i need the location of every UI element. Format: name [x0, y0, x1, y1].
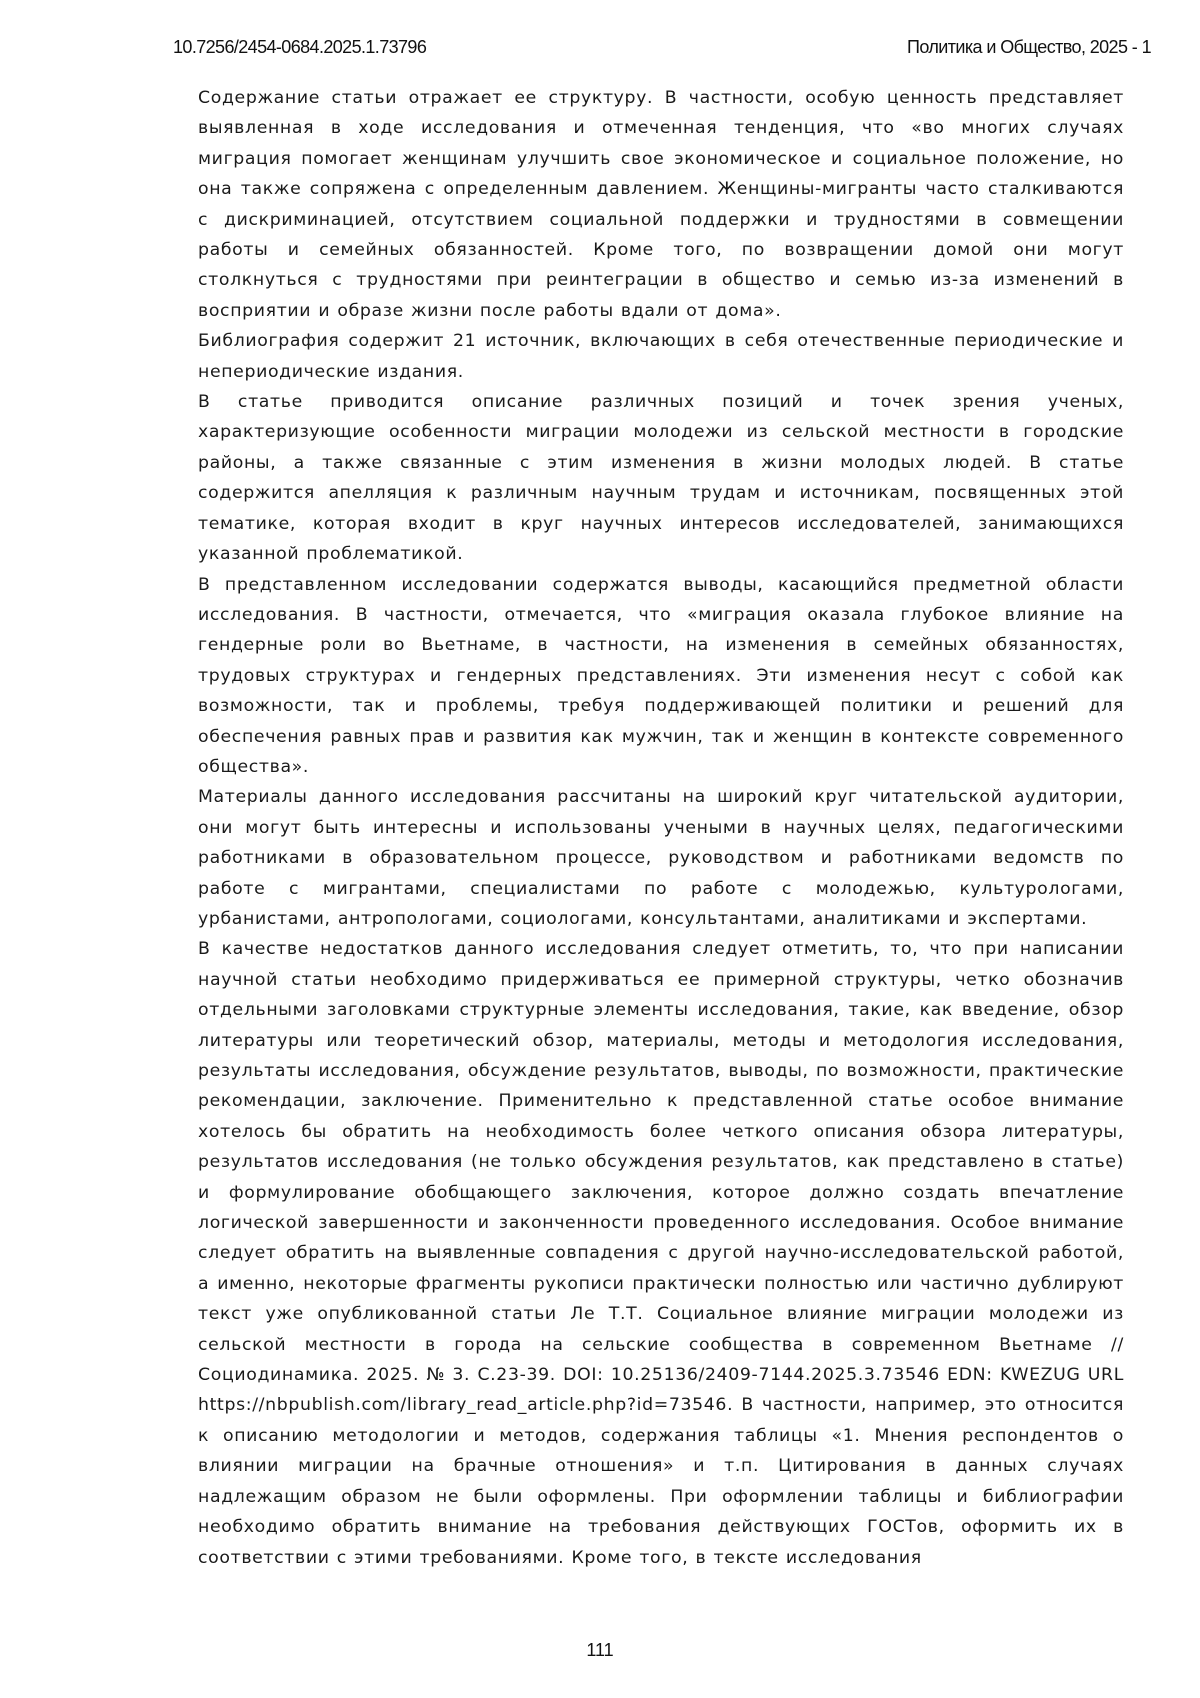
- header-journal: Политика и Общество, 2025 - 1: [907, 37, 1151, 58]
- paragraph: В статье приводится описание различных позиций и точек зрения ученых, характеризующие особенности миграции молодежи из сельской местности в городские районы, а также связанные с этим изменения в жизни молодых людей. В статье содержится апелляция к различным научным трудам и источникам, посвященных этой тематике, которая входит в круг научных интересов исследователей, занимающихся указанной проблематикой.: [198, 387, 1124, 569]
- paragraph: Содержание статьи отражает ее структуру. В частности, особую ценность представляет выявленная в ходе исследования и отмеченная тенденция, что «во многих случаях миграция помогает женщинам улучшить свое экономическое и социальное положение, но она также сопряжена с определенным давлением. Женщины-мигранты часто сталкиваются с дискриминацией, отсутствием социальной поддержки и трудностями в совмещении работы и семейных обязанностей. Кроме того, по возвращении домой они могут столкнуться с трудностями при реинтеграции в общество и семью из-за изменений в восприятии и образе жизни после работы вдали от дома».: [198, 83, 1124, 326]
- paragraph: Библиография содержит 21 источник, включающих в себя отечественные периодические и непериодические издания.: [198, 326, 1124, 387]
- paragraph: Материалы данного исследования рассчитаны на широкий круг читательской аудитории, они могут быть интересны и использованы учеными в научных целях, педагогическими работниками в образовательном процессе, руководством и работниками ведомств по работе с мигрантами, специалистами по работе с молодежью, культурологами, урбанистами, антропологами, социологами, консультантами, аналитиками и экспертами.: [198, 782, 1124, 934]
- paragraph: В представленном исследовании содержатся выводы, касающийся предметной области исследования. В частности, отмечается, что «миграция оказала глубокое влияние на гендерные роли во Вьетнаме, в частности, на изменения в семейных обязанностях, трудовых структурах и гендерных представлениях. Эти изменения несут с собой как возможности, так и проблемы, требуя поддерживающей политики и решений для обеспечения равных прав и развития как мужчин, так и женщин в контексте современного общества».: [198, 570, 1124, 783]
- page-number: 111: [0, 1640, 1200, 1661]
- article-body: [198, 83, 1124, 1573]
- header-doi: 10.7256/2454-0684.2025.1.73796: [173, 37, 426, 58]
- document-page: [0, 0, 1200, 1698]
- paragraph: В качестве недостатков данного исследования следует отметить, то, что при написании научной статьи необходимо придерживаться ее примерной структуры, четко обозначив отдельными заголовками структурные элементы исследования, такие, как введение, обзор литературы или теоретический обзор, материалы, методы и методология исследования, результаты исследования, обсуждение результатов, выводы, по возможности, практические рекомендации, заключение. Применительно к представленной статье особое внимание хотелось бы обратить на необходимость более четкого описания обзора литературы, результатов исследования (не только обсуждения результатов, как представлено в статье) и формулирование обобщающего заключения, которое должно создать впечатление логической завершенности и законченности проведенного исследования. Особое внимание следует обратить на выявленные совпадения с другой научно-исследовательской работой, а именно, некоторые фрагменты рукописи практически полностью или частично дублируют текст уже опубликованной статьи Ле Т.Т. Социальное влияние миграции молодежи из сельской местности в города на сельские сообщества в современном Вьетнаме // Социодинамика. 2025. № 3. С.23-39. DOI: 10.25136/2409-7144.2025.3.73546 EDN: KWEZUG URL https://nbpublish.com/library_read_article.php?id=73546. В частности, например, это относится к описанию методологии и методов, содержания таблицы «1. Мнения респондентов о влиянии миграции на брачные отношения» и т.п. Цитирования в данных случаях надлежащим образом не были оформлены. При оформлении таблицы и библиографии необходимо обратить внимание на требования действующих ГОСТов, оформить их в соответствии с этими требованиями. Кроме того, в тексте исследования: [198, 934, 1124, 1573]
